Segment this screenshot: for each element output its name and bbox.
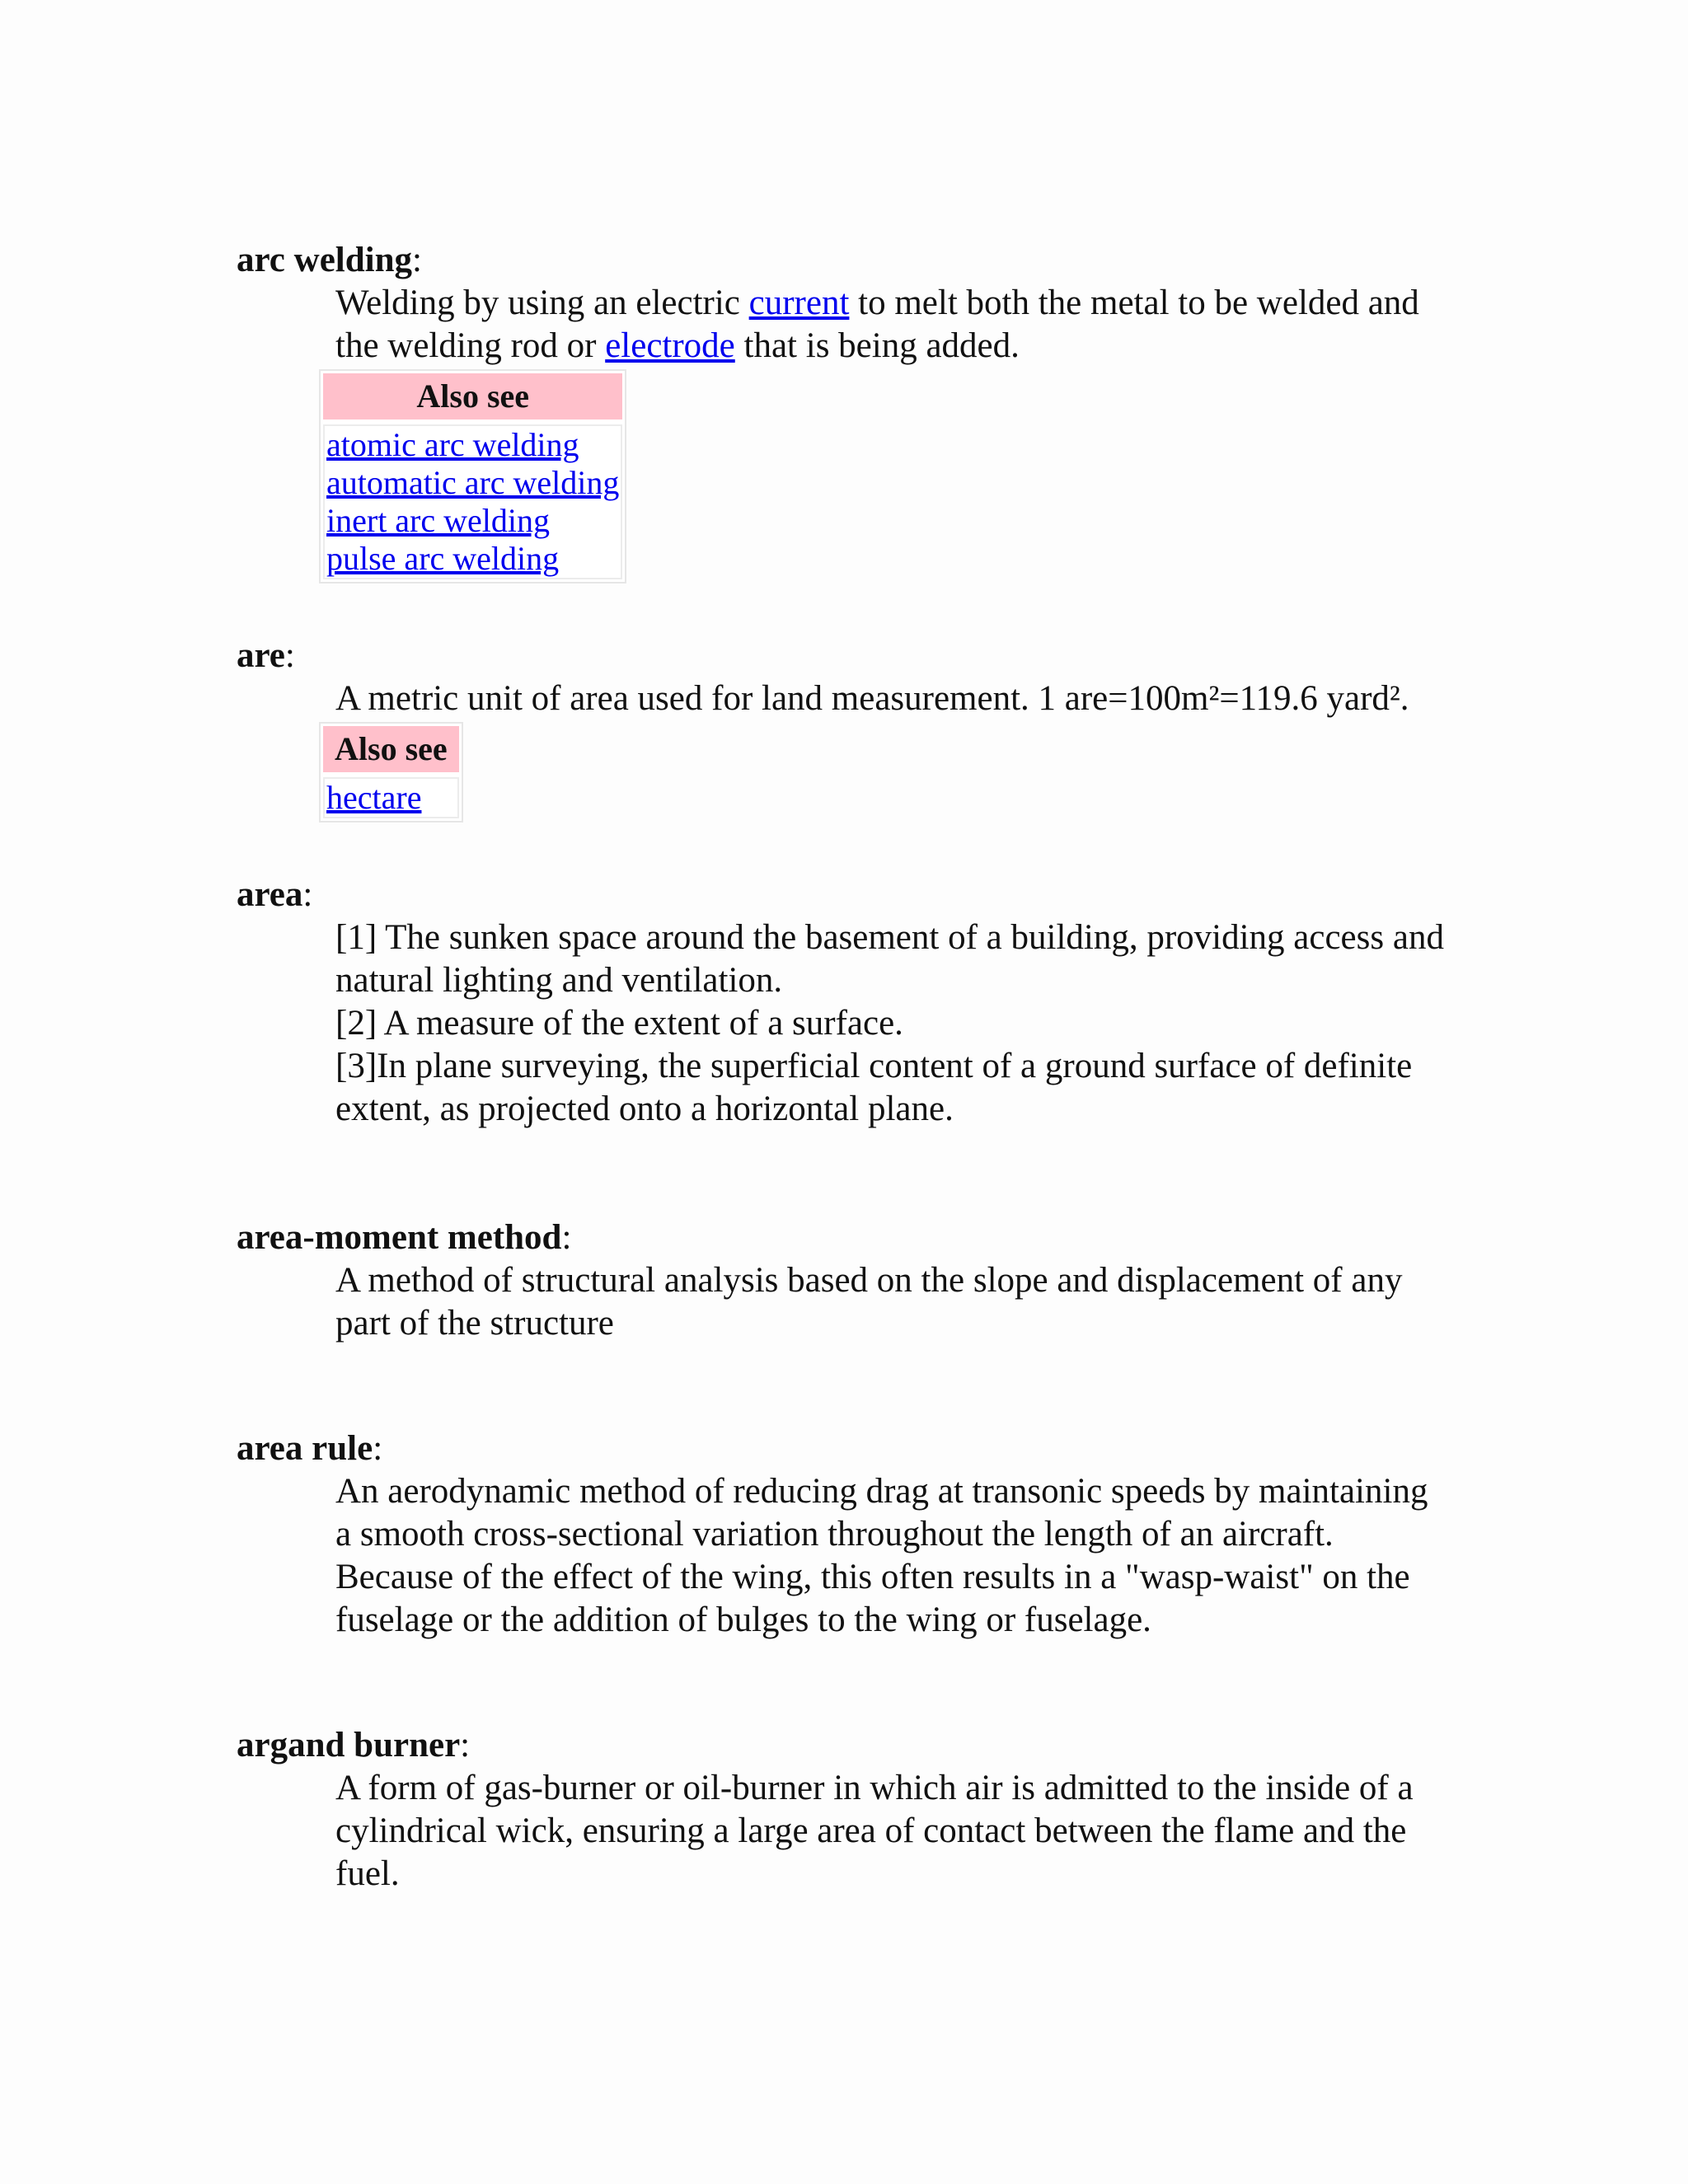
term-title: are (237, 636, 285, 675)
definition-1: [1] The sunken space around the basement of a building, providing access and natural lighting and ventilation. (335, 918, 1444, 1000)
term-title: area rule (237, 1429, 373, 1468)
entry-are: are: A metric unit of area used for land measurement. 1 are=100m²=119.6 yard². Also see hectare (237, 635, 1473, 823)
entry-area: area: [1] The sunken space around the basement of a building, providing access and natural lighting and ventilation. [2] A measure of the extent of a surface. [3]In plane surveying, the superficial content of a ground surface of definite extent, as projected onto a horizontal plane. (237, 874, 1473, 1131)
also-see-link[interactable]: hectare (326, 779, 422, 816)
definition: Welding by using an electric current to melt both the metal to be welded and the welding rod or electrode that is being added. (335, 284, 1419, 365)
definition-3: [3]In plane surveying, the superficial content of a ground surface of definite extent, as projected onto a horizontal plane. (335, 1047, 1413, 1128)
term-title: arc welding (237, 241, 413, 279)
also-see-link[interactable]: pulse arc welding (326, 540, 560, 577)
entry-argand-burner: argand burner: A form of gas-burner or oil-burner in which air is admitted to the inside of a cylindrical wick, ensuring a large area of contact between the flame and the fuel. (237, 1724, 1473, 1896)
definition-2: [2] A measure of the extent of a surface. (335, 1004, 903, 1043)
entry-area-rule: area rule: An aerodynamic method of reducing drag at transonic speeds by maintaining a smooth cross-sectional variation throughout the length of an aircraft. Because of the effect of the wing, this often results in a "wasp-waist" on the fuselage or the addition of bulges to the wing or fuselage. (237, 1427, 1473, 1642)
term-title: area (237, 875, 303, 914)
also-see-box (319, 722, 463, 823)
also-see-link[interactable]: atomic arc welding (326, 426, 579, 463)
also-see-list (323, 777, 459, 818)
definition: A method of structural analysis based on the slope and displacement of any part of the structure (335, 1261, 1403, 1343)
definition: A form of gas-burner or oil-burner in which air is admitted to the inside of a cylindrical wick, ensuring a large area of contact between the flame and the fuel. (335, 1769, 1414, 1893)
glossary-page (237, 239, 1473, 1896)
definition: A metric unit of area used for land measurement. 1 are=100m²=119.6 yard². (335, 679, 1409, 718)
also-see-header: Also see (323, 373, 622, 419)
term-title: area-moment method (237, 1218, 562, 1257)
link-electrode[interactable]: electrode (605, 326, 735, 365)
also-see-link[interactable]: inert arc welding (326, 502, 550, 539)
definition: An aerodynamic method of reducing drag at transonic speeds by maintaining a smooth cross-sectional variation throughout the length of an aircraft. Because of the effect of the wing, this often results in a "wasp-waist" on the fuselage or the addition of bulges to the wing or fuselage. (335, 1472, 1428, 1639)
link-current[interactable]: current (748, 284, 850, 322)
entry-area-moment-method: area-moment method: A method of structural analysis based on the slope and displacement of any part of the structure (237, 1216, 1473, 1345)
also-see-list (323, 424, 622, 579)
also-see-box (319, 369, 626, 583)
also-see-link[interactable]: automatic arc welding (326, 464, 620, 501)
entry-arc-welding: arc welding: Welding by using an electric current to melt both the metal to be welded and the welding rod or electrode that is being added. Also see atomic arc welding automatic arc welding inert arc welding pulse arc welding (237, 239, 1473, 583)
also-see-header: Also see (323, 726, 459, 772)
term-title: argand burner (237, 1726, 461, 1765)
